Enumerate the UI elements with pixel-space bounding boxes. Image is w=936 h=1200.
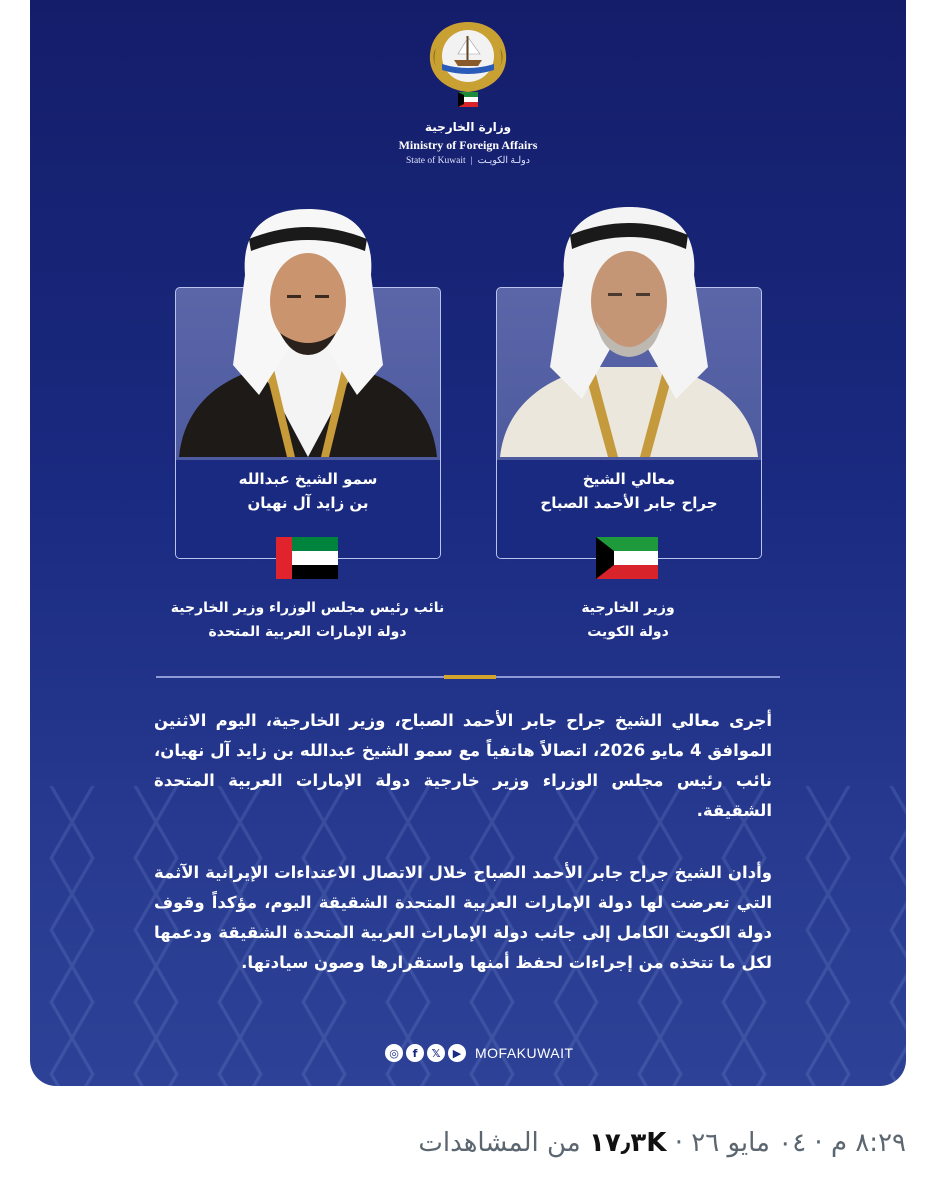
view-count[interactable]: ١٧٫٣K bbox=[588, 1128, 667, 1158]
ministry-name-english: Ministry of Foreign Affairs bbox=[398, 138, 538, 152]
kuwait-flag-icon bbox=[596, 537, 658, 579]
profile-name-line2: بن زايد آل نهيان bbox=[247, 494, 369, 512]
profile-name-line1: معالي الشيخ bbox=[582, 470, 676, 488]
profile-name-line1: سمو الشيخ عبدالله bbox=[238, 470, 378, 488]
x-icon: 𝕏 bbox=[427, 1044, 445, 1062]
body-paragraph-1: أجرى معالي الشيخ جراح جابر الأحمد الصباح، وزير الخارجية، اليوم الاثنين الموافق 4 مايو 2026، اتصالاً هاتفياً مع سمو الشيخ عبدالله بن زايد آل نهيان، نائب رئيس مجلس الوزراء وزير خارجية دولة الإمارات العربية المتحدة الشقيقة. bbox=[154, 711, 772, 820]
state-caption: State of Kuwait | دولـة الكويـت bbox=[406, 156, 530, 166]
divider bbox=[156, 676, 780, 678]
title-uae-line1: نائب رئيس مجلس الوزراء وزير الخارجية bbox=[170, 600, 445, 616]
post-meta-line: ٨:٢٩ م · ٠٤ مايو ٢٦ · ١٧٫٣K من المشاهدات bbox=[418, 1128, 906, 1158]
title-uae-line2: دولة الإمارات العربية المتحدة bbox=[208, 624, 407, 640]
views-label: من المشاهدات bbox=[418, 1128, 581, 1158]
uae-flag-icon bbox=[276, 537, 338, 579]
post-image-card[interactable] bbox=[30, 0, 906, 1086]
state-english: State of Kuwait bbox=[406, 156, 466, 166]
title-kuwait-line2: دولة الكويت bbox=[587, 624, 669, 640]
title-kuwait-line1: وزير الخارجية bbox=[581, 600, 675, 616]
post-time[interactable]: ٨:٢٩ م bbox=[830, 1128, 906, 1158]
state-arabic: دولـة الكويـت bbox=[477, 156, 530, 166]
post-date[interactable]: ٠٤ مايو ٢٦ bbox=[691, 1128, 807, 1158]
youtube-icon: ▶ bbox=[448, 1044, 466, 1062]
social-handle: MOFAKUWAIT bbox=[475, 1045, 574, 1061]
profile-name-line2: جراح جابر الأحمد الصباح bbox=[540, 494, 718, 512]
facebook-icon: f bbox=[406, 1044, 424, 1062]
portrait-abdullah-bin-zayed bbox=[175, 205, 441, 457]
portrait-jarrah-jaber-al-ahmad bbox=[496, 203, 762, 457]
divider-accent bbox=[444, 675, 496, 679]
body-paragraph-2: وأدان الشيخ جراح جابر الأحمد الصباح خلال الاتصال الاعتداءات الإيرانية الآثمة التي تعرضت لها دولة الإمارات العربية المتحدة الشقيقة اليوم، مؤكداً وقوف دولة الكويت الكامل إلى جانب دولة الإمارات العربية المتحدة الشقيقة ودعمها لكل ما تتخذه من إجراءات لحفظ أمنها واستقرارها وصون سيادتها. bbox=[154, 863, 772, 972]
ministry-name-arabic: وزارة الخارجية bbox=[424, 120, 512, 134]
social-links bbox=[385, 1043, 574, 1063]
kuwait-emblem-icon bbox=[424, 18, 512, 114]
instagram-icon: ◎ bbox=[385, 1044, 403, 1062]
